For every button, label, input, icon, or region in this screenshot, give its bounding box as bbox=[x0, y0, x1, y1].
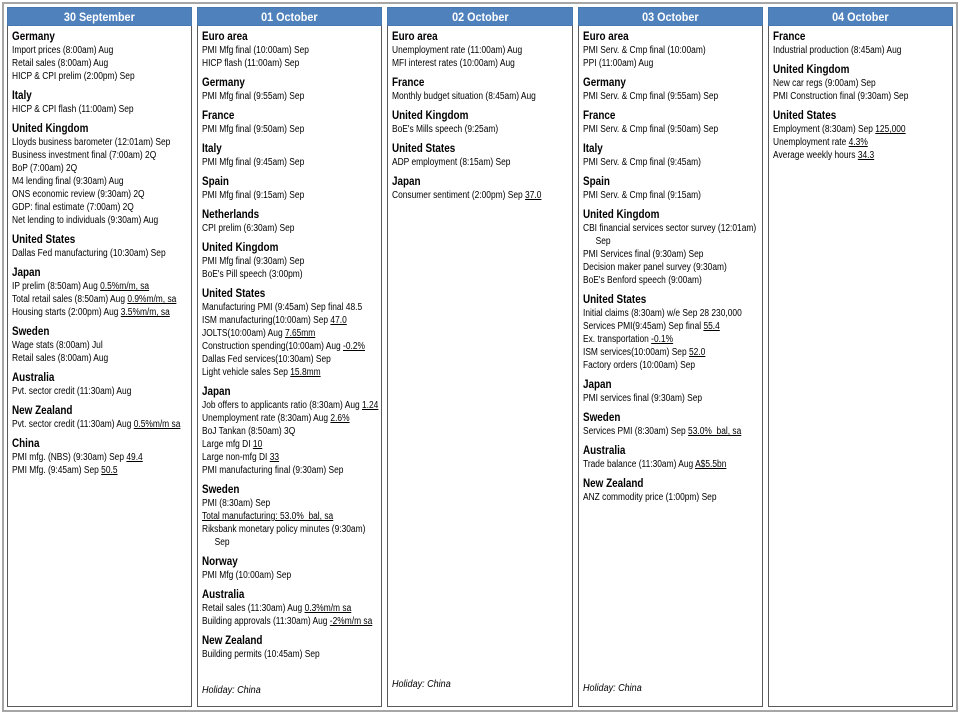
event-line: BoJ Tankan (8:50am) 3Q bbox=[202, 426, 296, 437]
event-text: Services PMI (8:30am) Sep bbox=[582, 426, 688, 437]
event-line: PMI manufacturing final (9:30am) Sep bbox=[202, 465, 344, 476]
event-line: Net lending to individuals (9:30am) Aug bbox=[12, 215, 159, 226]
event-line: PMI Mfg final (9:30am) Sep bbox=[202, 256, 305, 267]
date-header-label: 04 October bbox=[832, 9, 889, 24]
event-line: Building permits (10:45am) Sep bbox=[202, 649, 320, 660]
country-section bbox=[202, 175, 377, 202]
country-section bbox=[773, 109, 948, 162]
country-section bbox=[583, 378, 758, 405]
country-section bbox=[12, 404, 187, 431]
event-line: Lloyds business barometer (12:01am) Sep bbox=[12, 137, 171, 148]
event-line: BoE's Benford speech (9:00am) bbox=[582, 275, 702, 286]
event-line bbox=[202, 451, 349, 464]
event-line bbox=[202, 438, 349, 451]
event-line bbox=[12, 293, 177, 306]
country-heading: Italy bbox=[582, 143, 603, 155]
country-section bbox=[12, 371, 187, 398]
country-section bbox=[583, 477, 758, 504]
event-line bbox=[582, 425, 741, 438]
country-heading: France bbox=[202, 110, 235, 122]
event-text: Large non-mfg DI bbox=[202, 452, 270, 463]
country-heading: Sweden bbox=[582, 412, 620, 424]
event-line bbox=[202, 340, 366, 353]
event-value-underlined: 34.3 bbox=[857, 150, 874, 161]
event-line: CBI financial services sector survey (12:01am) bbox=[582, 223, 756, 234]
event-text: Large mfg DI bbox=[202, 439, 254, 450]
country-heading: Japan bbox=[392, 176, 422, 188]
day-column-body bbox=[197, 26, 382, 707]
event-text: IP prelim (8:50am) Aug bbox=[12, 281, 101, 292]
country-section bbox=[202, 483, 377, 549]
country-section bbox=[583, 76, 758, 103]
event-value-underlined: 2.6% bbox=[330, 413, 350, 424]
event-line bbox=[583, 458, 730, 471]
country-section bbox=[583, 293, 758, 372]
country-section bbox=[773, 30, 948, 57]
country-section bbox=[12, 89, 187, 116]
event-line: BoE's Pill speech (3:00pm) bbox=[202, 269, 303, 280]
event-value-underlined: 7.65mm bbox=[285, 328, 316, 339]
event-text: Housing starts (2:00pm) Aug bbox=[12, 307, 121, 318]
event-text: JOLTS(10:00am) Aug bbox=[202, 328, 286, 339]
event-value-underlined: 37.0 bbox=[525, 190, 542, 201]
country-heading: United Kingdom bbox=[582, 209, 659, 221]
day-column bbox=[387, 7, 572, 707]
country-section bbox=[773, 63, 948, 103]
event-line bbox=[392, 189, 542, 202]
event-line bbox=[583, 346, 730, 359]
event-text: Job offers to applicants ratio (8:30am) Aug bbox=[202, 400, 363, 411]
country-heading: Sweden bbox=[12, 326, 50, 338]
country-section bbox=[202, 241, 377, 281]
event-line bbox=[12, 306, 170, 319]
country-heading: Italy bbox=[12, 90, 32, 102]
country-section bbox=[202, 634, 377, 661]
country-section bbox=[392, 175, 567, 202]
event-value-underlined: 0.3%m/m sa bbox=[304, 603, 352, 614]
event-line: Dallas Fed services(10:30am) Sep bbox=[202, 354, 332, 365]
country-heading: Euro area bbox=[202, 31, 248, 43]
event-line bbox=[202, 602, 352, 615]
event-value-underlined: 55.4 bbox=[703, 321, 720, 332]
date-header bbox=[387, 7, 572, 26]
country-heading: Australia bbox=[12, 372, 55, 384]
country-section bbox=[392, 30, 567, 70]
country-heading: Euro area bbox=[392, 31, 439, 43]
event-text: Building approvals (11:30am) Aug bbox=[202, 616, 331, 627]
event-value-underlined: 33 bbox=[269, 452, 280, 463]
country-section bbox=[12, 325, 187, 365]
country-heading: Germany bbox=[12, 31, 55, 43]
holiday-note: Holiday: China bbox=[582, 682, 642, 694]
country-heading: New Zealand bbox=[202, 635, 263, 647]
country-section bbox=[583, 175, 758, 202]
event-line bbox=[202, 366, 349, 379]
country-section bbox=[202, 555, 377, 582]
event-line: Import prices (8:00am) Aug bbox=[12, 45, 114, 56]
event-text: Sep bbox=[214, 537, 230, 548]
country-heading: United Kingdom bbox=[772, 64, 850, 76]
event-line: PMI Serv. & Cmp final (9:45am) bbox=[582, 157, 701, 168]
day-column-body bbox=[578, 26, 763, 707]
country-heading: Japan bbox=[582, 379, 612, 391]
country-section bbox=[202, 109, 377, 136]
event-value-underlined: -2%m/m sa bbox=[330, 616, 373, 627]
event-value-underlined: 53.0% bal, sa bbox=[687, 426, 741, 437]
event-text: Light vehicle sales Sep bbox=[202, 367, 291, 378]
event-line: PMI Serv. & Cmp final (9:15am) bbox=[582, 190, 701, 201]
event-line: BoP (7:00am) 2Q bbox=[12, 163, 78, 174]
country-heading: New Zealand bbox=[582, 478, 644, 490]
event-line: Unemployment rate (11:00am) Aug bbox=[392, 45, 523, 56]
event-line: PMI Serv. & Cmp final (9:50am) Sep bbox=[582, 124, 718, 135]
day-column-body bbox=[7, 26, 192, 707]
event-text: Trade balance (11:30am) Aug bbox=[582, 459, 695, 470]
event-line bbox=[202, 615, 373, 628]
event-text: Unemployment rate (8:30am) Aug bbox=[202, 413, 331, 424]
event-line: PMI (8:30am) Sep bbox=[202, 498, 271, 509]
event-line bbox=[583, 333, 730, 346]
event-value-underlined: 3.5%m/m, sa bbox=[120, 307, 170, 318]
event-line bbox=[583, 320, 730, 333]
event-line bbox=[12, 280, 159, 293]
event-line: PMI Serv. & Cmp final (9:55am) Sep bbox=[582, 91, 718, 102]
country-heading: Netherlands bbox=[202, 209, 260, 221]
country-section bbox=[583, 208, 758, 287]
event-line: Manufacturing PMI (9:45am) Sep final 48.5 bbox=[202, 302, 363, 313]
event-line: PMI Mfg final (9:15am) Sep bbox=[202, 190, 305, 201]
country-heading: United States bbox=[582, 294, 646, 306]
event-value-underlined: 15.8mm bbox=[290, 367, 321, 378]
event-line: CPI prelim (6:30am) Sep bbox=[202, 223, 295, 234]
event-value-underlined: 52.0 bbox=[688, 347, 705, 358]
event-line: Monthly budget situation (8:45am) Aug bbox=[392, 91, 537, 102]
country-section bbox=[583, 30, 758, 70]
country-heading: New Zealand bbox=[12, 405, 73, 417]
event-text: PMI mfg. (NBS) (9:30am) Sep bbox=[12, 452, 127, 463]
event-text: Total retail sales (8:50am) Aug bbox=[12, 294, 128, 305]
event-line bbox=[773, 136, 920, 149]
country-heading: United Kingdom bbox=[12, 123, 89, 135]
event-line: Business investment final (7:00am) 2Q bbox=[12, 150, 157, 161]
country-section bbox=[202, 76, 377, 103]
country-section bbox=[12, 266, 187, 319]
event-line: PMI Services final (9:30am) Sep bbox=[582, 249, 704, 260]
country-section bbox=[202, 142, 377, 169]
event-line: New car regs (9:00am) Sep bbox=[772, 78, 876, 89]
event-line: HICP flash (11:00am) Sep bbox=[202, 58, 300, 69]
event-line: M4 lending final (9:30am) Aug bbox=[12, 176, 124, 187]
event-line: BoE's Mills speech (9:25am) bbox=[392, 124, 499, 135]
country-heading: China bbox=[12, 438, 40, 450]
event-value-underlined: 47.0 bbox=[330, 315, 347, 326]
country-section bbox=[202, 208, 377, 235]
event-line: Initial claims (8:30am) w/e Sep 28 230,000 bbox=[582, 308, 742, 319]
event-line bbox=[12, 418, 181, 431]
event-line bbox=[12, 451, 159, 464]
date-header-label: 03 October bbox=[641, 9, 699, 24]
event-line: Riksbank monetary policy minutes (9:30am) bbox=[202, 524, 366, 535]
day-column-body bbox=[387, 26, 572, 707]
event-value-underlined: -0.2% bbox=[343, 341, 366, 352]
event-line bbox=[202, 536, 349, 549]
event-line: Wage stats (8:00am) Jul bbox=[12, 340, 103, 351]
country-section bbox=[583, 142, 758, 169]
country-section bbox=[583, 444, 758, 471]
event-line: ONS economic review (9:30am) 2Q bbox=[12, 189, 145, 200]
country-heading: Australia bbox=[202, 589, 245, 601]
event-line: ANZ commodity price (1:00pm) Sep bbox=[582, 492, 717, 503]
event-line: PMI Mfg (10:00am) Sep bbox=[202, 570, 292, 581]
event-value-underlined: 0.5%m/m, sa bbox=[100, 281, 150, 292]
day-column bbox=[768, 7, 953, 707]
event-value-underlined: Total manufacturing: 53.0% bal, sa bbox=[202, 511, 334, 522]
event-line: PMI Mfg final (9:45am) Sep bbox=[202, 157, 305, 168]
event-line: PMI Construction final (9:30am) Sep bbox=[772, 91, 909, 102]
event-line: HICP & CPI flash (11:00am) Sep bbox=[12, 104, 134, 115]
country-heading: United States bbox=[772, 110, 837, 122]
country-heading: Japan bbox=[12, 267, 41, 279]
event-value-underlined: -0.1% bbox=[650, 334, 673, 345]
event-line: MFI interest rates (10:00am) Aug bbox=[392, 58, 516, 69]
country-section bbox=[583, 411, 758, 438]
event-line: PMI Serv. & Cmp final (10:00am) bbox=[582, 45, 706, 56]
event-text: Ex. transportation bbox=[582, 334, 651, 345]
country-heading: Euro area bbox=[582, 31, 629, 43]
country-heading: Spain bbox=[202, 176, 230, 188]
holiday-note: Holiday: China bbox=[392, 678, 452, 690]
event-text: Consumer sentiment (2:00pm) Sep bbox=[392, 190, 526, 201]
event-line: Pvt. sector credit (11:30am) Aug bbox=[12, 386, 132, 397]
event-line: Retail sales (8:00am) Aug bbox=[12, 353, 109, 364]
country-heading: France bbox=[582, 110, 616, 122]
date-header bbox=[197, 7, 382, 26]
country-heading: Italy bbox=[202, 143, 222, 155]
date-header bbox=[7, 7, 192, 26]
country-heading: Japan bbox=[202, 386, 231, 398]
event-text: ISM services(10:00am) Sep bbox=[582, 347, 689, 358]
event-line: Decision maker panel survey (9:30am) bbox=[582, 262, 727, 273]
event-value-underlined: 0.5%m/m sa bbox=[133, 419, 181, 430]
event-text: Pvt. sector credit (11:30am) Aug bbox=[12, 419, 134, 430]
event-text: ISM manufacturing(10:00am) Sep bbox=[202, 315, 331, 326]
event-text: PMI Mfg. (9:45am) Sep bbox=[12, 465, 102, 476]
country-heading: Germany bbox=[202, 77, 246, 89]
event-line bbox=[202, 510, 349, 523]
event-text: Unemployment rate bbox=[772, 137, 849, 148]
event-value-underlined: 125,000 bbox=[875, 124, 906, 135]
event-value-underlined: 10 bbox=[253, 439, 263, 450]
country-section bbox=[202, 588, 377, 628]
event-line: Factory orders (10:00am) Sep bbox=[582, 360, 695, 371]
event-line: ADP employment (8:15am) Sep bbox=[392, 157, 511, 168]
country-heading: United States bbox=[202, 288, 266, 300]
date-header-label: 02 October bbox=[451, 9, 509, 24]
event-line: PPI (11:00am) Aug bbox=[582, 58, 653, 69]
country-heading: United States bbox=[392, 143, 456, 155]
country-heading: Norway bbox=[202, 556, 238, 568]
country-section bbox=[12, 233, 187, 260]
country-heading: France bbox=[772, 31, 806, 43]
day-column bbox=[197, 7, 382, 707]
event-line bbox=[12, 464, 159, 477]
country-section bbox=[583, 109, 758, 136]
event-line: Retail sales (8:00am) Aug bbox=[12, 58, 109, 69]
event-value-underlined: 4.3% bbox=[848, 137, 868, 148]
country-section bbox=[392, 109, 567, 136]
event-line: PMI services final (9:30am) Sep bbox=[582, 393, 702, 404]
country-heading: Australia bbox=[582, 445, 625, 457]
date-header-label: 30 September bbox=[64, 9, 136, 24]
event-line: PMI Mfg final (9:50am) Sep bbox=[202, 124, 305, 135]
country-section bbox=[202, 385, 377, 477]
date-header bbox=[578, 7, 763, 26]
country-heading: United States bbox=[12, 234, 76, 246]
country-heading: Spain bbox=[582, 176, 610, 188]
event-line: GDP: final estimate (7:00am) 2Q bbox=[12, 202, 134, 213]
event-line bbox=[202, 314, 349, 327]
day-column-body bbox=[768, 26, 953, 707]
event-line: Dallas Fed manufacturing (10:30am) Sep bbox=[12, 248, 166, 259]
event-line bbox=[202, 327, 349, 340]
country-heading: United Kingdom bbox=[392, 110, 469, 122]
event-text: Sep bbox=[595, 236, 611, 247]
date-header-label: 01 October bbox=[261, 9, 319, 24]
country-heading: France bbox=[392, 77, 425, 89]
country-heading: Germany bbox=[582, 77, 626, 89]
day-column bbox=[7, 7, 192, 707]
country-section bbox=[12, 437, 187, 477]
event-value-underlined: A$5.5bn bbox=[694, 459, 726, 470]
event-line: Industrial production (8:45am) Aug bbox=[772, 45, 902, 56]
event-text: Employment (8:30am) Sep bbox=[772, 124, 876, 135]
country-section bbox=[12, 122, 187, 227]
country-section bbox=[12, 30, 187, 83]
event-line bbox=[202, 412, 349, 425]
event-line bbox=[773, 123, 920, 136]
country-section bbox=[202, 287, 377, 379]
event-value-underlined: 50.5 bbox=[101, 465, 118, 476]
event-line bbox=[773, 149, 920, 162]
holiday-note: Holiday: China bbox=[202, 684, 261, 696]
event-value-underlined: 0.9%m/m, sa bbox=[127, 294, 177, 305]
event-text: Average weekly hours bbox=[772, 150, 858, 161]
country-heading: Sweden bbox=[202, 484, 240, 496]
event-value-underlined: 49.4 bbox=[126, 452, 143, 463]
country-section bbox=[392, 76, 567, 103]
event-text: Services PMI(9:45am) Sep final bbox=[582, 321, 704, 332]
day-column bbox=[578, 7, 763, 707]
country-heading: United Kingdom bbox=[202, 242, 279, 254]
event-line: PMI Mfg final (10:00am) Sep bbox=[202, 45, 310, 56]
country-section bbox=[202, 30, 377, 70]
event-line: HICP & CPI prelim (2:00pm) Sep bbox=[12, 71, 135, 82]
event-line bbox=[202, 399, 379, 412]
event-line: PMI Mfg final (9:55am) Sep bbox=[202, 91, 305, 102]
event-text: Construction spending(10:00am) Aug bbox=[202, 341, 344, 352]
event-line bbox=[583, 235, 730, 248]
economic-calendar bbox=[2, 2, 958, 712]
country-section bbox=[392, 142, 567, 169]
event-text: Retail sales (11:30am) Aug bbox=[202, 603, 305, 614]
date-header bbox=[768, 7, 953, 26]
event-value-underlined: 1.24 bbox=[362, 400, 379, 411]
